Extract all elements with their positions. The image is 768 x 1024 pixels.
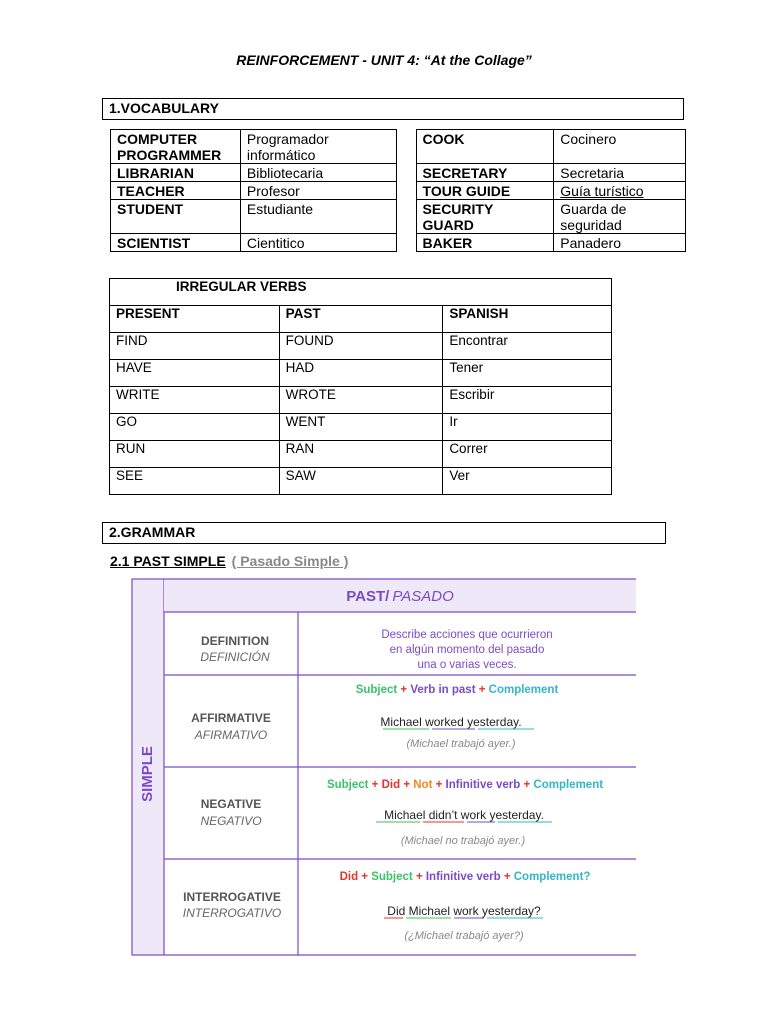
- verb-spanish: Ver: [443, 468, 612, 495]
- vocab-translation: Guía turístico: [554, 182, 686, 200]
- vocab-translation: Estudiante: [240, 200, 396, 234]
- vocab-word: SECURITY GUARD: [416, 200, 554, 234]
- verb-present: WRITE: [110, 387, 280, 414]
- verb-past: RAN: [279, 441, 443, 468]
- grammar-heading: 2.GRAMMAR: [102, 522, 666, 544]
- interrogative-label-es: INTERROGATIVO: [182, 906, 282, 920]
- vocab-word: TEACHER: [111, 182, 241, 200]
- vocab-translation: Secretaria: [554, 164, 686, 182]
- table-row: [111, 234, 686, 252]
- table-row: [110, 360, 612, 387]
- irregular-verbs-table: [109, 278, 612, 495]
- definition-line: Describe acciones que ocurrieron: [381, 629, 553, 641]
- vocab-translation: Programador informático: [240, 130, 396, 164]
- verb-spanish: Encontrar: [443, 333, 612, 360]
- vocab-word: SECRETARY: [416, 164, 554, 182]
- table-row: [111, 200, 686, 234]
- column-header: PRESENT: [110, 306, 280, 333]
- past-simple-chart: [131, 578, 636, 956]
- vocab-translation: Guarda de seguridad: [554, 200, 686, 234]
- affirmative-example: Michael worked yesterday.: [380, 715, 522, 729]
- negative-example: Michael didn’t work yesterday.: [384, 808, 544, 822]
- interrogative-example: Did Michael work yesterday?: [387, 904, 541, 918]
- vocab-word: BAKER: [416, 234, 554, 252]
- column-header: PAST: [279, 306, 443, 333]
- negative-translation: (Michael no trabajó ayer.): [400, 835, 526, 847]
- verb-past: HAD: [279, 360, 443, 387]
- affirmative-label-es: AFIRMATIVO: [194, 728, 268, 742]
- verb-present: RUN: [110, 441, 280, 468]
- table-row: [111, 130, 686, 164]
- table-gap: [396, 164, 416, 182]
- affirmative-translation: (Michael trabajó ayer.): [406, 738, 516, 750]
- vocab-word: TOUR GUIDE: [416, 182, 554, 200]
- vocab-word: LIBRARIAN: [111, 164, 241, 182]
- vocab-word: COOK: [416, 130, 554, 164]
- column-header: SPANISH: [443, 306, 612, 333]
- table-gap: [396, 234, 416, 252]
- table-row: [110, 441, 612, 468]
- table-gap: [396, 130, 416, 164]
- verb-past: FOUND: [279, 333, 443, 360]
- verb-past: WENT: [279, 414, 443, 441]
- vocabulary-heading: 1.VOCABULARY: [102, 98, 684, 120]
- verb-present: GO: [110, 414, 280, 441]
- verb-present: SEE: [110, 468, 280, 495]
- vocab-word: SCIENTIST: [111, 234, 241, 252]
- table-row: [110, 414, 612, 441]
- verb-present: HAVE: [110, 360, 280, 387]
- interrogative-formula: Did + Subject + Infinitive verb + Complement?: [339, 871, 591, 883]
- negative-formula: Subject + Did + Not + Infinitive verb + Complement: [326, 779, 604, 791]
- vocab-translation: Bibliotecaria: [240, 164, 396, 182]
- definition-line: en algún momento del pasado: [389, 644, 545, 656]
- verb-spanish: Correr: [443, 441, 612, 468]
- interrogative-translation: (¿Michael trabajó ayer?): [404, 930, 524, 942]
- table-row: [110, 279, 612, 306]
- table-header-row: [110, 306, 612, 333]
- page-title: REINFORCEMENT - UNIT 4: “At the Collage”: [236, 52, 532, 68]
- vocab-translation: Cocinero: [554, 130, 686, 164]
- negative-label-es: NEGATIVO: [200, 814, 262, 828]
- simple-side-label: SIMPLE: [138, 746, 156, 802]
- definition-label: DEFINITION: [201, 634, 269, 648]
- past-simple-subtitle: 2.1 PAST SIMPLE ( Pasado Simple ): [110, 553, 349, 569]
- vocabulary-table: [110, 129, 686, 252]
- verb-spanish: Escribir: [443, 387, 612, 414]
- table-row: [111, 182, 686, 200]
- irregular-verbs-heading: IRREGULAR VERBS: [110, 279, 612, 306]
- affirmative-label: AFFIRMATIVE: [191, 711, 271, 725]
- table-row: [110, 333, 612, 360]
- affirmative-formula: Subject + Verb in past + Complement: [355, 684, 559, 696]
- vocab-translation: Panadero: [554, 234, 686, 252]
- vocab-word: STUDENT: [111, 200, 241, 234]
- vocab-translation: Cientitico: [240, 234, 396, 252]
- verb-spanish: Tener: [443, 360, 612, 387]
- table-gap: [396, 182, 416, 200]
- vocab-translation: Profesor: [240, 182, 396, 200]
- verb-present: FIND: [110, 333, 280, 360]
- negative-label: NEGATIVE: [200, 797, 262, 811]
- verb-past: WROTE: [279, 387, 443, 414]
- definition-line: una o varias veces.: [417, 659, 517, 671]
- vocab-word: COMPUTER PROGRAMMER: [111, 130, 241, 164]
- table-row: [110, 387, 612, 414]
- interrogative-label: INTERROGATIVE: [183, 890, 281, 904]
- chart-header: PAST/ PASADO: [346, 588, 454, 605]
- definition-label-es: DEFINICIÓN: [200, 650, 270, 664]
- verb-spanish: Ir: [443, 414, 612, 441]
- table-row: [110, 468, 612, 495]
- table-gap: [396, 200, 416, 234]
- verb-past: SAW: [279, 468, 443, 495]
- table-row: [111, 164, 686, 182]
